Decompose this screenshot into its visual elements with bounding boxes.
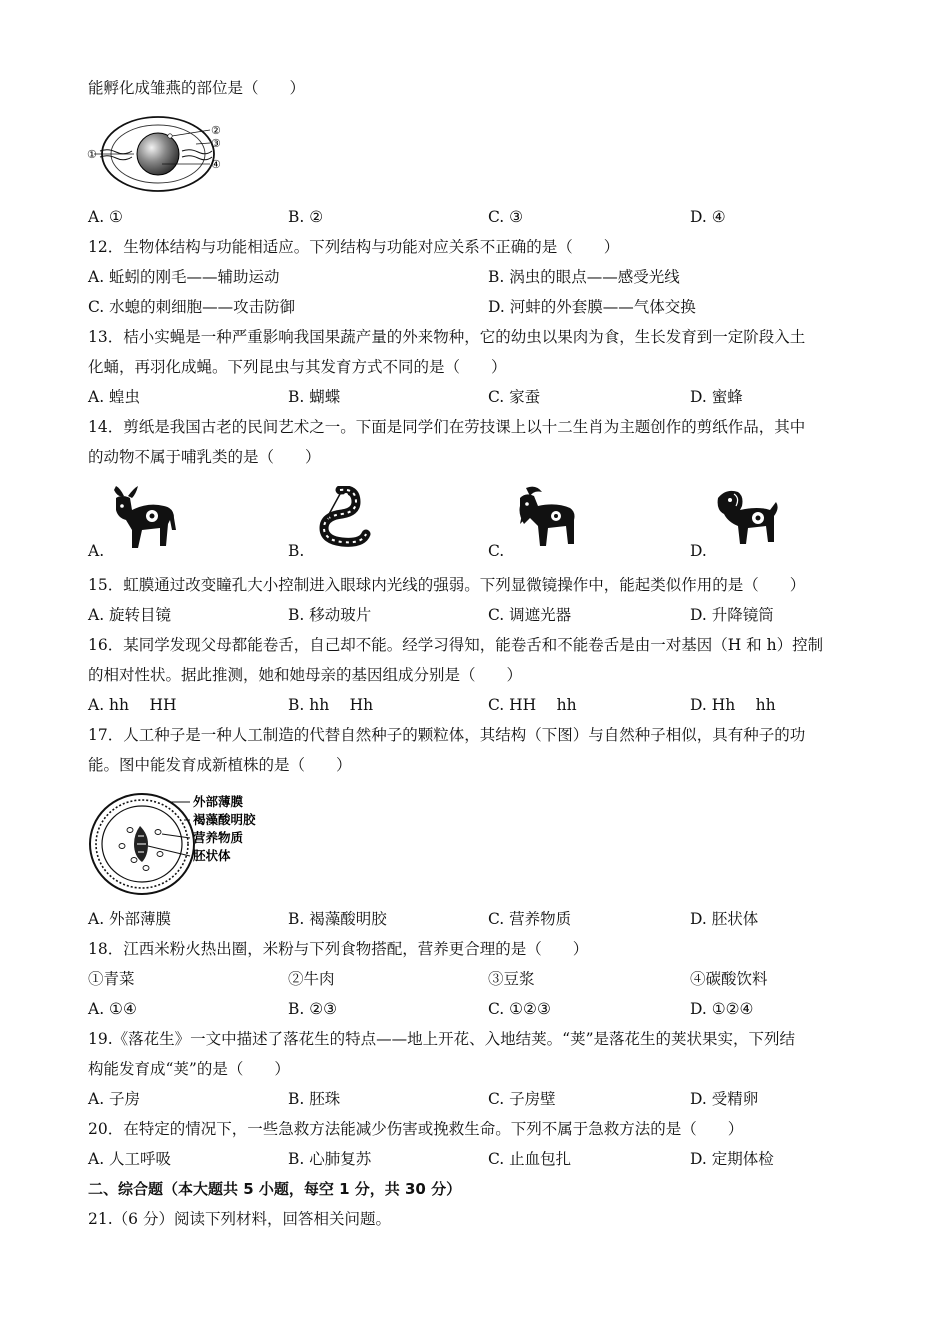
q13-option-d: D. 蜜蜂: [690, 388, 743, 406]
seed-label-gel: 褐藻酸明胶: [193, 812, 256, 827]
dog-papercut-image: [712, 486, 784, 554]
q19-option-d: D. 受精卵: [690, 1090, 759, 1108]
q12-stem: 12．生物体结构与功能相适应。下列结构与功能对应关系不正确的是（ ）: [88, 238, 620, 256]
q16-stem-line1: 16．某同学发现父母都能卷舌，自己却不能。经学习得知，能卷舌和不能卷舌是由一对基因（H 和 h）控制: [88, 636, 824, 654]
egg-label-2: ②: [211, 124, 221, 137]
q18-option-d: D. ①②④: [690, 1000, 754, 1018]
seed-label-outer-film: 外部薄膜: [193, 794, 244, 809]
q17-option-b: B. 褐藻酸明胶: [288, 910, 387, 928]
q16-option-d: D. Hh hh: [690, 696, 776, 714]
q14-stem-line1: 14．剪纸是我国古老的民间艺术之一。下面是同学们在劳技课上以十二生肖为主题创作的剪纸作品，其中: [88, 418, 806, 436]
q13-option-c: C. 家蚕: [488, 388, 541, 406]
q17-option-a: A. 外部薄膜: [88, 910, 172, 928]
q18-item-1: ①青菜: [88, 970, 135, 988]
q16-option-b: B. hh Hh: [288, 696, 374, 714]
egg-label-3: ③: [211, 137, 221, 150]
q12-option-c: C. 水螅的刺细胞——攻击防御: [88, 298, 296, 316]
q18-option-b: B. ②③: [288, 1000, 338, 1018]
q14-option-d: D.: [690, 542, 707, 560]
q14-option-a: A.: [88, 542, 105, 560]
q19-stem-line1: 19.《落花生》一文中描述了落花生的特点——地上开花、入地结荚。“荚”是落花生的荚状果实，下列结: [88, 1030, 796, 1048]
egg-structure-figure: [86, 114, 236, 196]
q18-item-3: ③豆浆: [488, 970, 535, 988]
artificial-seed-figure: [86, 790, 286, 898]
q16-stem-line2: 的相对性状。据此推测，她和她母亲的基因组成分别是（ ）: [88, 666, 523, 684]
q20-option-d: D. 定期体检: [690, 1150, 774, 1168]
q16-option-c: C. HH hh: [488, 696, 577, 714]
q14-option-c: C.: [488, 542, 505, 560]
snake-papercut-image: [312, 486, 376, 556]
q19-option-a: A. 子房: [88, 1090, 141, 1108]
section-2-heading: 二、综合题（本大题共 5 小题，每空 1 分，共 30 分）: [88, 1180, 462, 1198]
egg-label-4: ④: [211, 158, 221, 171]
q17-option-c: C. 营养物质: [488, 910, 572, 928]
q15-option-d: D. 升降镜筒: [690, 606, 774, 624]
egg-label-1: ①: [87, 148, 97, 161]
q17-stem-line1: 17．人工种子是一种人工制造的代替自然种子的颗粒体，其结构（下图）与自然种子相似，具有种子的功: [88, 726, 806, 744]
q11-stem-cont: 能孵化成雏燕的部位是（ ）: [88, 79, 306, 97]
q18-item-4: ④碳酸饮料: [690, 970, 768, 988]
goat-papercut-image: [512, 484, 580, 554]
q15-option-a: A. 旋转目镜: [88, 606, 172, 624]
q20-option-b: B. 心肺复苏: [288, 1150, 372, 1168]
q15-option-b: B. 移动玻片: [288, 606, 372, 624]
q20-option-c: C. 止血包扎: [488, 1150, 572, 1168]
q11-option-a: A. ①: [88, 208, 123, 226]
q11-option-c: C. ③: [488, 208, 524, 226]
q20-stem: 20．在特定的情况下，一些急救方法能减少伤害或挽救生命。下列不属于急救方法的是（ ）: [88, 1120, 744, 1138]
q13-stem-line1: 13．桔小实蝇是一种严重影响我国果蔬产量的外来物种，它的幼虫以果肉为食，生长发育到一定阶段入土: [88, 328, 806, 346]
q18-item-2: ②牛肉: [288, 970, 335, 988]
q11-option-d: D. ④: [690, 208, 726, 226]
q19-option-b: B. 胚珠: [288, 1090, 341, 1108]
q16-option-a: A. hh HH: [88, 696, 177, 714]
q20-option-a: A. 人工呼吸: [88, 1150, 172, 1168]
q18-option-c: C. ①②③: [488, 1000, 551, 1018]
q13-stem-line2: 化蛹，再羽化成蝇。下列昆虫与其发育方式不同的是（ ）: [88, 358, 507, 376]
q14-option-b: B.: [288, 542, 305, 560]
q15-stem: 15．虹膜通过改变瞳孔大小控制进入眼球内光线的强弱。下列显微镜操作中，能起类似作用的是（ ）: [88, 576, 806, 594]
q18-stem: 18．江西米粉火热出圈，米粉与下列食物搭配，营养更合理的是（ ）: [88, 940, 589, 958]
seed-label-embryoid: 胚状体: [193, 848, 231, 863]
q18-option-a: A. ①④: [88, 1000, 137, 1018]
q13-option-a: A. 蝗虫: [88, 388, 141, 406]
q21-stem: 21.（6 分）阅读下列材料，回答相关问题。: [88, 1210, 391, 1228]
q12-option-b: B. 涡虫的眼点——感受光线: [488, 268, 680, 286]
q15-option-c: C. 调遮光器: [488, 606, 572, 624]
q17-option-d: D. 胚状体: [690, 910, 759, 928]
q12-option-a: A. 蚯蚓的刚毛——辅助运动: [88, 268, 280, 286]
q19-option-c: C. 子房壁: [488, 1090, 556, 1108]
q14-stem-line2: 的动物不属于哺乳类的是（ ）: [88, 448, 321, 466]
q12-option-d: D. 河蚌的外套膜——气体交换: [488, 298, 696, 316]
q19-stem-line2: 构能发育成“荚”的是（ ）: [88, 1060, 290, 1078]
ox-papercut-image: [108, 484, 180, 554]
q13-option-b: B. 蝴蝶: [288, 388, 341, 406]
q17-stem-line2: 能。图中能发育成新植株的是（ ）: [88, 756, 352, 774]
seed-label-nutrients: 营养物质: [193, 830, 244, 845]
q11-option-b: B. ②: [288, 208, 324, 226]
